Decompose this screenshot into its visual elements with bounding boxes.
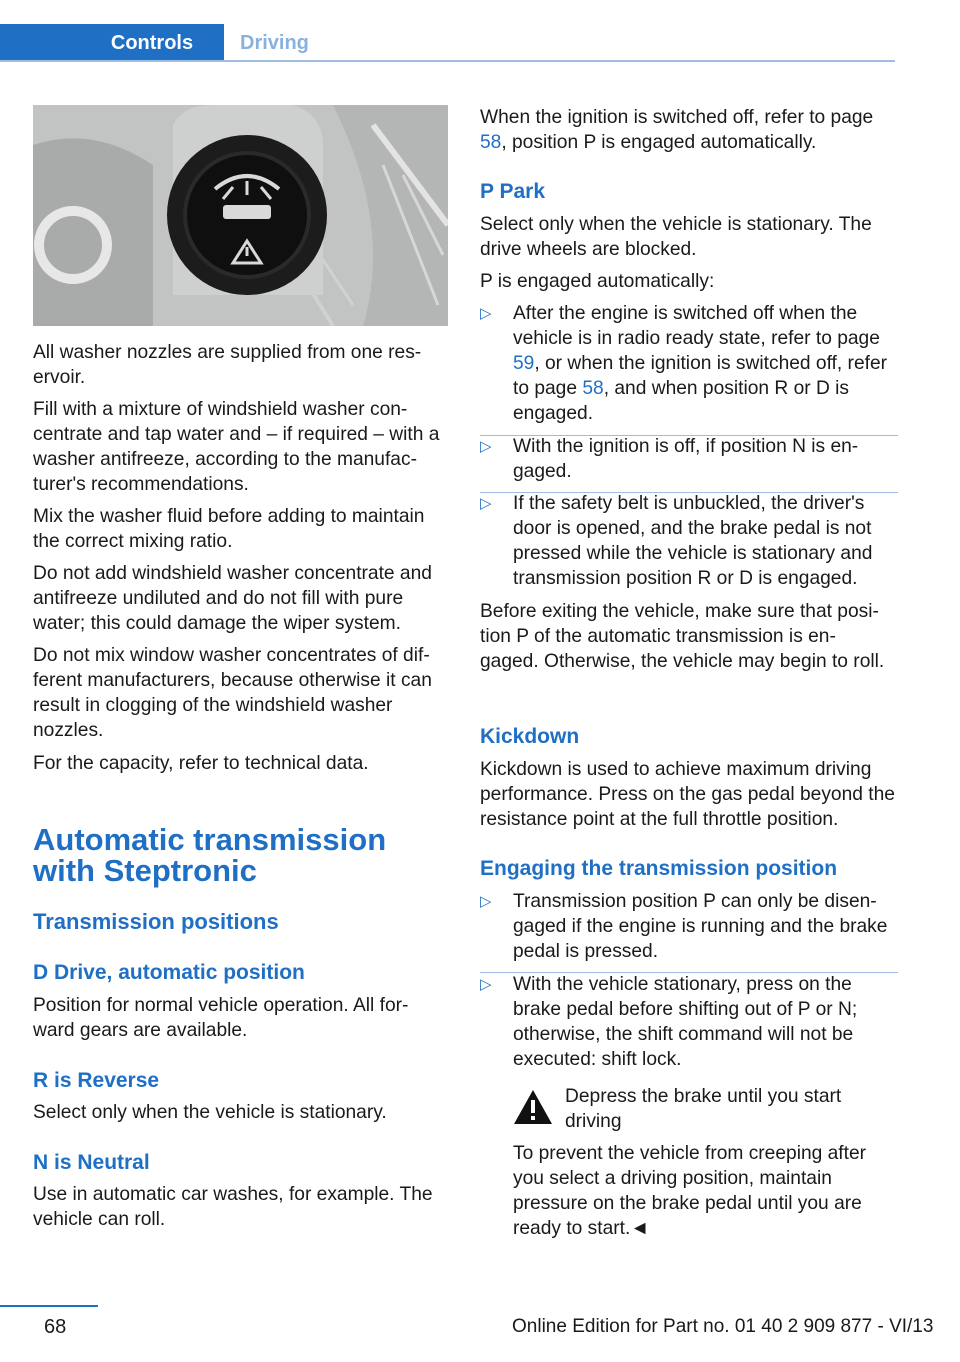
edition-label: Online Edition for Part no. 01 40 2 909 877 - VI/13 [512, 1316, 934, 1337]
paragraph-nozzles: All washer nozzles are supplied from one res‐ ervoir. [33, 342, 422, 388]
page-number: 68 [44, 1316, 67, 1338]
tab-controls[interactable]: Controls [0, 24, 224, 62]
heading-p-park: P Park [480, 180, 545, 203]
washer-reservoir-photo [33, 105, 448, 326]
bullet-arrow-icon: ▷ [480, 495, 492, 512]
link-page-58-b[interactable]: 58 [582, 378, 604, 399]
ignition-text-a: When the ignition is switched off, refer to page [480, 107, 874, 128]
paragraph-kickdown: Kickdown is used to achieve maximum driving performance. Press on the gas pedal beyond the resistance point at the full throttle position. [480, 759, 895, 830]
bullet-arrow-icon: ▷ [480, 976, 492, 993]
heading-engaging-position: Engaging the transmission position [480, 857, 838, 880]
list-item-text: If the safety belt is unbuckled, the driver's door is opened, and the brake pedal is not pressed while the vehicle is stationary and transmission position R or D is engaged. [513, 493, 873, 589]
paragraph-auto-intro: P is engaged automatically: [480, 271, 715, 292]
li1-text-b: , or when the ignition is switched off, refer to page [513, 353, 888, 399]
washer-reservoir-illustration [33, 105, 448, 326]
paragraph-n-neutral: Use in automatic car washes, for example. The vehicle can roll. [33, 1184, 433, 1230]
bullet-arrow-icon: ▷ [480, 305, 492, 322]
heading-d-drive: D Drive, automatic position [33, 961, 305, 984]
list-item-text: Transmission position P can only be disen‐ gaged if the engine is running and the brake pedal is pressed. [513, 891, 888, 962]
link-page-58[interactable]: 58 [480, 132, 502, 153]
bullet-arrow-icon: ▷ [480, 438, 492, 455]
paragraph-ignition-off [480, 105, 898, 155]
section-heading-automatic-transmission: Automatic transmission with Steptronic [33, 822, 387, 888]
list-item-text: With the ignition is off, if position N is en‐ gaged. [513, 436, 859, 482]
li1-text-a: After the engine is switched off when the vehicle is in radio ready state, refer to page [513, 303, 880, 349]
heading-kickdown: Kickdown [480, 725, 580, 748]
tab-driving[interactable]: Driving [240, 31, 309, 54]
header-bar [0, 0, 895, 62]
warning-title: Depress the brake until you start driving [565, 1086, 842, 1132]
paragraph-r-reverse: Select only when the vehicle is stationary. [33, 1102, 387, 1123]
warning-triangle-icon [512, 1088, 554, 1126]
list-item-text [513, 301, 898, 426]
ignition-text-b: , position P is engaged automatically. [501, 132, 817, 153]
warning-body: To prevent the vehicle from creeping after you select a driving position, maintain pressure on the brake pedal until you are ready to start.◄ [513, 1143, 867, 1239]
header-rule [0, 60, 895, 62]
paragraph-before-exiting: Before exiting the vehicle, make sure that posi‐ tion P of the automatic transmission is en‐ gaged. Otherwise, the vehicle may begin to roll. [480, 601, 885, 672]
subheading-transmission-positions: Transmission positions [33, 909, 279, 934]
li1-text-c: , and when position R or D is engaged. [513, 378, 849, 424]
paragraph-capacity: For the capacity, refer to technical data. [33, 753, 369, 774]
footer-rule [0, 1305, 98, 1307]
heading-r-reverse: R is Reverse [33, 1069, 160, 1092]
paragraph-do-not-mix: Do not mix window washer concentrates of dif‐ ferent manufacturers, because otherwise it can result in clogging of the windshield washer nozzles. [33, 645, 432, 741]
link-page-59[interactable]: 59 [513, 353, 535, 374]
paragraph-do-not-add: Do not add windshield washer concentrate and antifreeze undiluted and do not fill with pure water; this could damage the wiper system. [33, 563, 432, 634]
paragraph-mix-fluid: Mix the washer fluid before adding to maintain the correct mixing ratio. [33, 506, 425, 552]
bullet-arrow-icon: ▷ [480, 893, 492, 910]
paragraph-fill-mixture: Fill with a mixture of windshield washer con‐ centrate and tap water and – if required – with a washer antifreeze, according to the manufac‐ turer's recommendations. [33, 399, 440, 495]
paragraph-p-park: Select only when the vehicle is stationary. The drive wheels are blocked. [480, 214, 872, 260]
paragraph-d-drive: Position for normal vehicle operation. All for‐ ward gears are available. [33, 995, 409, 1041]
heading-n-neutral: N is Neutral [33, 1151, 150, 1174]
list-item-text: With the vehicle stationary, press on the brake pedal before shifting out of P or N; otherwise, the shift command will not be executed: shift lock. [513, 974, 858, 1070]
